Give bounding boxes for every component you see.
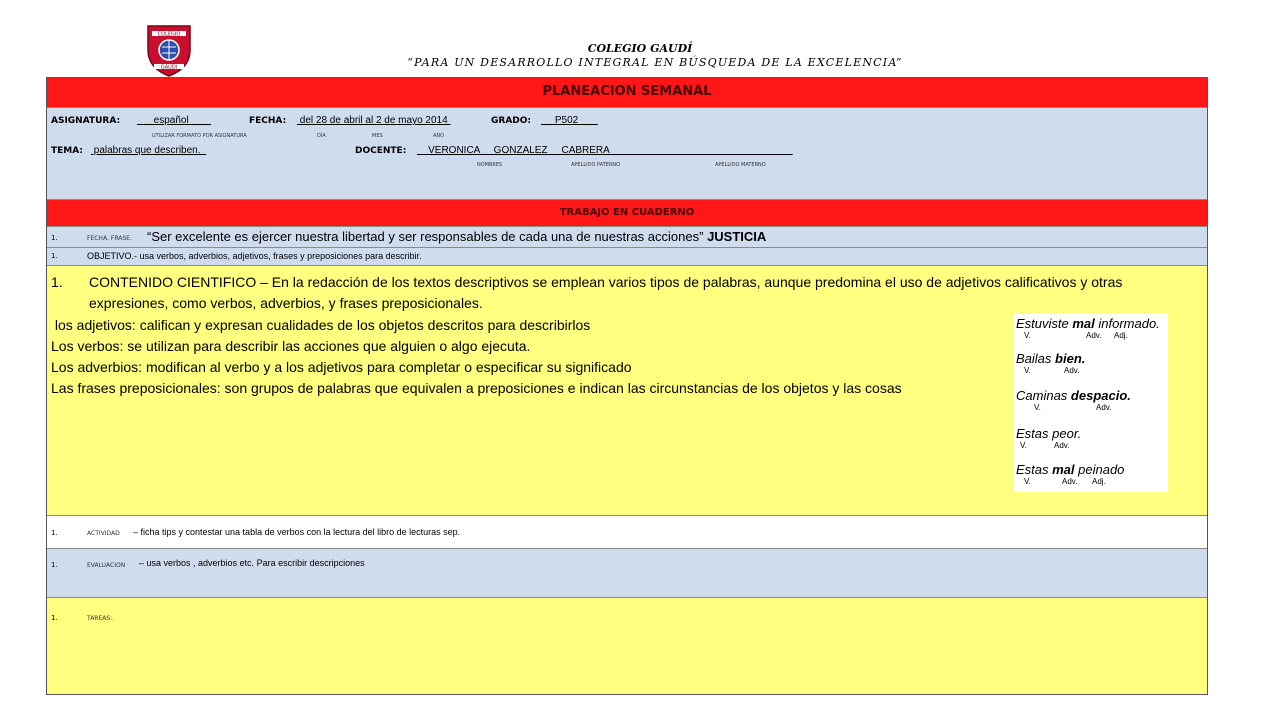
frase-value: JUSTICIA [707,229,767,244]
example-2-label-adv: Adv. [1064,366,1080,375]
example-2-label-v: V. [1024,366,1031,375]
example-3-label-adv: Adv. [1096,403,1112,412]
example-5-label-adj: Adj. [1092,477,1106,486]
docente-label: DOCENTE: [355,146,407,156]
evaluacion-number: 1. [51,561,58,569]
hint-asignatura: UTILIZAR FORMATO POR ASIGNATURA [152,133,247,139]
frase-quote: “Ser excelente es ejercer nuestra libertad y ser responsables de cada una de nuestras acciones” [147,229,704,244]
tema-label: TEMA: [51,146,83,156]
contenido-frases: Las frases preposicionales: son grupos de palabras que equivalen a preposiciones e indican las circunstancias de los objetos y las cosas [51,380,902,396]
example-1-label-adv: Adv. [1086,331,1102,340]
tareas-label: TAREAS:. [87,615,115,622]
objetivo-text: OBJETIVO.- usa verbos, adverbios, adjetivos, frases y preposiciones para describir. [87,251,422,261]
school-motto: “PARA UN DESARROLLO INTEGRAL EN BÚSQUEDA DE LA EXCELENCIA” [407,56,903,69]
frase-text [147,229,766,244]
contenido-line2: expresiones, como verbos, adverbios, y frases preposicionales. [89,295,483,311]
hint-ano: AÑO [433,133,445,139]
info-section [47,108,1207,200]
banner-trabajo-title: TRABAJO EN CUADERNO [559,207,695,218]
banner-trabajo-cuaderno [47,200,1207,227]
actividad-text: – ficha tips y contestar una tabla de verbos con la lectura del libro de lecturas sep. [133,527,461,537]
logo-bottom-text: GAUDI [160,64,178,71]
hint-dia: DÍA [317,133,326,139]
example-1-label-v: V. [1024,331,1031,340]
hint-apellido-paterno: APELLIDO PATERNO [571,162,621,168]
example-5-label-adv: Adv. [1062,477,1078,486]
actividad-label: ACTIVIDAD [87,530,120,537]
actividad-row [47,516,1207,549]
objetivo-row [47,248,1207,266]
contenido-number: 1. [51,274,63,290]
example-4: Estas peor. [1016,426,1082,441]
docente-value: VERONICA GONZALEZ CABRERA [417,145,793,156]
example-4-label-v: V. [1020,441,1027,450]
grado-label: GRADO: [491,116,532,126]
example-4-label-adv: Adv. [1054,441,1070,450]
frase-number: 1. [51,234,58,242]
banner-planeacion-semanal [47,78,1207,108]
example-3: Caminas despacio. [1016,388,1131,403]
example-1-label-adj: Adj. [1114,331,1128,340]
tareas-number: 1. [51,614,58,622]
fecha-label: FECHA: [249,116,287,126]
asignatura-value: español [137,115,211,126]
evaluacion-row [47,549,1207,598]
asignatura-label: ASIGNATURA: [51,116,121,126]
example-2: Bailas bien. [1016,351,1086,366]
fecha-value: del 28 de abril al 2 de mayo 2014 [297,115,451,126]
frase-row [47,227,1207,248]
objetivo-number: 1. [51,252,58,260]
example-3-label-v: V. [1034,403,1041,412]
tema-value: palabras que describen. [91,145,207,156]
hint-mes: MES [372,133,383,139]
example-5-label-v: V. [1024,477,1031,486]
adverb-examples-image [1014,313,1168,492]
contenido-line1: CONTENIDO CIENTIFICO – En la redacción de los textos descriptivos se emplean varios tipos de palabras, aunque predomina el uso de adjetivos calificativos y otras [89,274,1123,290]
actividad-number: 1. [51,529,58,537]
tareas-row [47,598,1207,694]
contenido-adjetivos: los adjetivos: califican y expresan cualidades de los objetos descritos para describirlos [51,317,591,333]
hint-nombres: NOMBRES [477,162,503,168]
example-5: Estas mal peinado [1016,462,1125,477]
contenido-adverbios: Los adverbios: modifican al verbo y a los adjetivos para completar o especificar su significado [51,359,632,375]
grado-value: P502 [541,115,598,126]
frase-label: FECHA, FRASE. [87,235,132,242]
school-name: COLEGIO GAUDÍ [587,42,693,55]
hint-apellido-materno: APELLIDO MATERNO [715,162,766,168]
evaluacion-label: EVALUACION [87,562,126,569]
contenido-verbos: Los verbos: se utilizan para describir las acciones que alguien o algo ejecuta. [51,338,531,354]
example-1: Estuviste mal informado. [1016,316,1160,331]
evaluacion-text: – usa verbos , adverbios etc. Para escribir descripciones [139,558,365,568]
banner-planeacion-title: PLANEACION SEMANAL [542,84,712,99]
logo-top-text: COLEGIO [157,31,181,38]
